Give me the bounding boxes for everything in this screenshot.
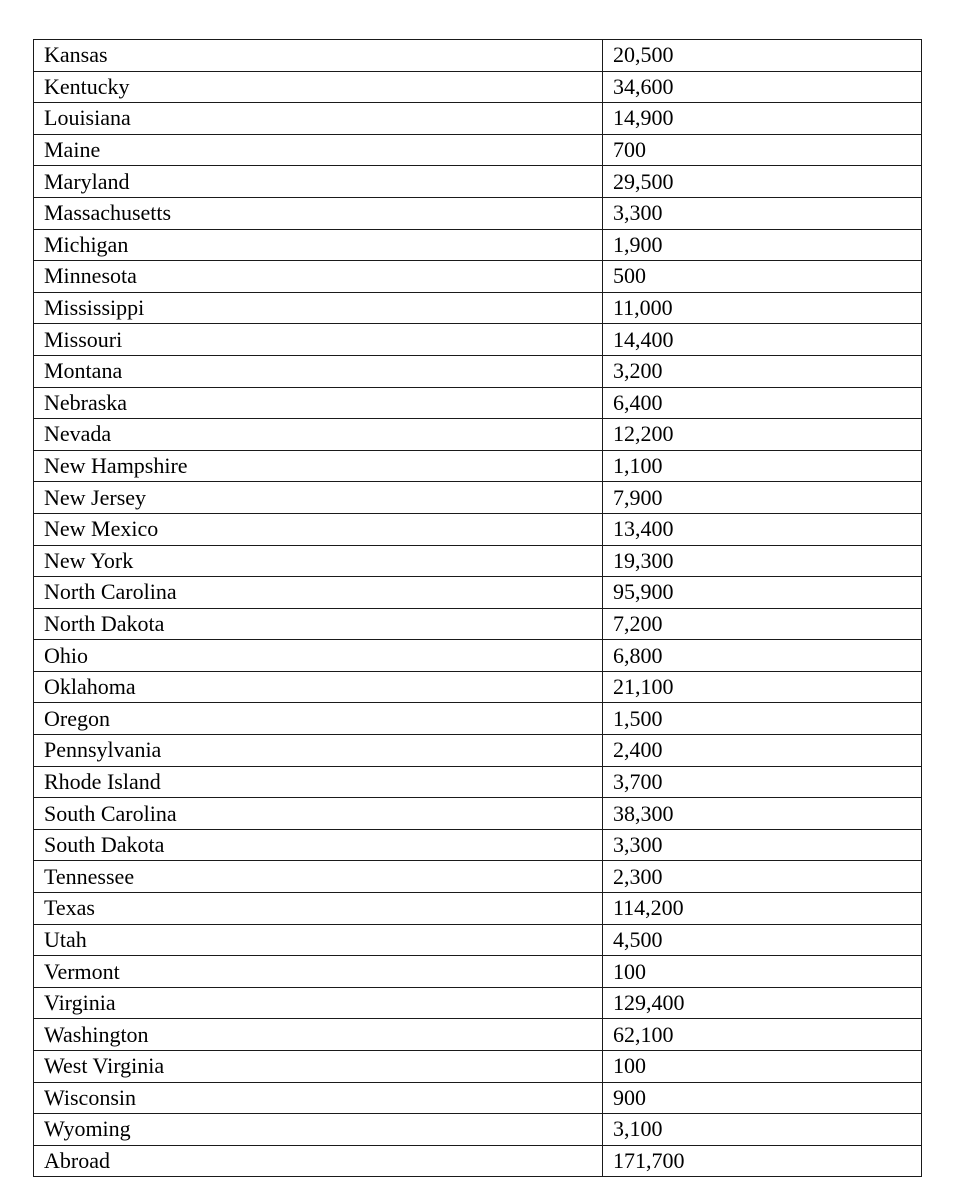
table-row [34,956,922,988]
value-cell: 6,800 [603,640,922,672]
value-cell: 7,200 [603,608,922,640]
value-cell: 2,400 [603,735,922,767]
location-cell: Rhode Island [34,766,603,798]
location-cell: Nevada [34,419,603,451]
table-row [34,324,922,356]
location-cell: Missouri [34,324,603,356]
location-cell: Wyoming [34,1114,603,1146]
location-cell: Utah [34,924,603,956]
value-cell: 900 [603,1082,922,1114]
value-cell: 62,100 [603,1019,922,1051]
location-cell: New Hampshire [34,450,603,482]
table-row [34,1019,922,1051]
location-cell: Oregon [34,703,603,735]
location-cell: Louisiana [34,103,603,135]
location-cell: Oklahoma [34,671,603,703]
table-row [34,545,922,577]
table-row [34,1051,922,1083]
value-cell: 700 [603,134,922,166]
table-row [34,671,922,703]
value-cell: 12,200 [603,419,922,451]
table-row [34,387,922,419]
value-cell: 1,500 [603,703,922,735]
location-cell: Washington [34,1019,603,1051]
value-cell: 100 [603,956,922,988]
table-row [34,1145,922,1177]
value-cell: 3,200 [603,355,922,387]
table-row [34,40,922,72]
state-value-table [33,39,922,1177]
value-cell: 4,500 [603,924,922,956]
location-cell: South Dakota [34,829,603,861]
location-cell: Kansas [34,40,603,72]
table-row [34,134,922,166]
value-cell: 14,900 [603,103,922,135]
location-cell: New Mexico [34,513,603,545]
table-row [34,640,922,672]
location-cell: Vermont [34,956,603,988]
value-cell: 171,700 [603,1145,922,1177]
table-row [34,166,922,198]
table-row [34,608,922,640]
location-cell: Montana [34,355,603,387]
location-cell: Tennessee [34,861,603,893]
table-row [34,355,922,387]
location-cell: Maryland [34,166,603,198]
location-cell: New Jersey [34,482,603,514]
table-row [34,829,922,861]
value-cell: 20,500 [603,40,922,72]
table-row [34,577,922,609]
table-row [34,261,922,293]
location-cell: Abroad [34,1145,603,1177]
table-row [34,1114,922,1146]
value-cell: 14,400 [603,324,922,356]
value-cell: 3,700 [603,766,922,798]
table-row [34,703,922,735]
table-row [34,513,922,545]
value-cell: 29,500 [603,166,922,198]
location-cell: Wisconsin [34,1082,603,1114]
table-row [34,292,922,324]
location-cell: Pennsylvania [34,735,603,767]
table-row [34,419,922,451]
table-row [34,735,922,767]
value-cell: 3,300 [603,829,922,861]
location-cell: Texas [34,893,603,925]
value-cell: 129,400 [603,987,922,1019]
value-cell: 19,300 [603,545,922,577]
location-cell: South Carolina [34,798,603,830]
value-cell: 3,100 [603,1114,922,1146]
value-cell: 2,300 [603,861,922,893]
table-row [34,798,922,830]
location-cell: Mississippi [34,292,603,324]
value-cell: 95,900 [603,577,922,609]
value-cell: 6,400 [603,387,922,419]
location-cell: Kentucky [34,71,603,103]
value-cell: 7,900 [603,482,922,514]
table-row [34,893,922,925]
table-row [34,482,922,514]
table-row [34,103,922,135]
table-row [34,924,922,956]
location-cell: West Virginia [34,1051,603,1083]
value-cell: 38,300 [603,798,922,830]
location-cell: Ohio [34,640,603,672]
location-cell: Minnesota [34,261,603,293]
table-row [34,450,922,482]
value-cell: 13,400 [603,513,922,545]
value-cell: 1,900 [603,229,922,261]
location-cell: Virginia [34,987,603,1019]
value-cell: 1,100 [603,450,922,482]
table-row [34,229,922,261]
table-body [34,40,922,1177]
value-cell: 114,200 [603,893,922,925]
table-row [34,197,922,229]
value-cell: 21,100 [603,671,922,703]
table-row [34,1082,922,1114]
table-row [34,987,922,1019]
value-cell: 11,000 [603,292,922,324]
table-row [34,861,922,893]
location-cell: North Carolina [34,577,603,609]
location-cell: Massachusetts [34,197,603,229]
value-cell: 34,600 [603,71,922,103]
table-row [34,766,922,798]
location-cell: Nebraska [34,387,603,419]
location-cell: Maine [34,134,603,166]
table-row [34,71,922,103]
location-cell: New York [34,545,603,577]
value-cell: 3,300 [603,197,922,229]
location-cell: North Dakota [34,608,603,640]
value-cell: 500 [603,261,922,293]
location-cell: Michigan [34,229,603,261]
value-cell: 100 [603,1051,922,1083]
